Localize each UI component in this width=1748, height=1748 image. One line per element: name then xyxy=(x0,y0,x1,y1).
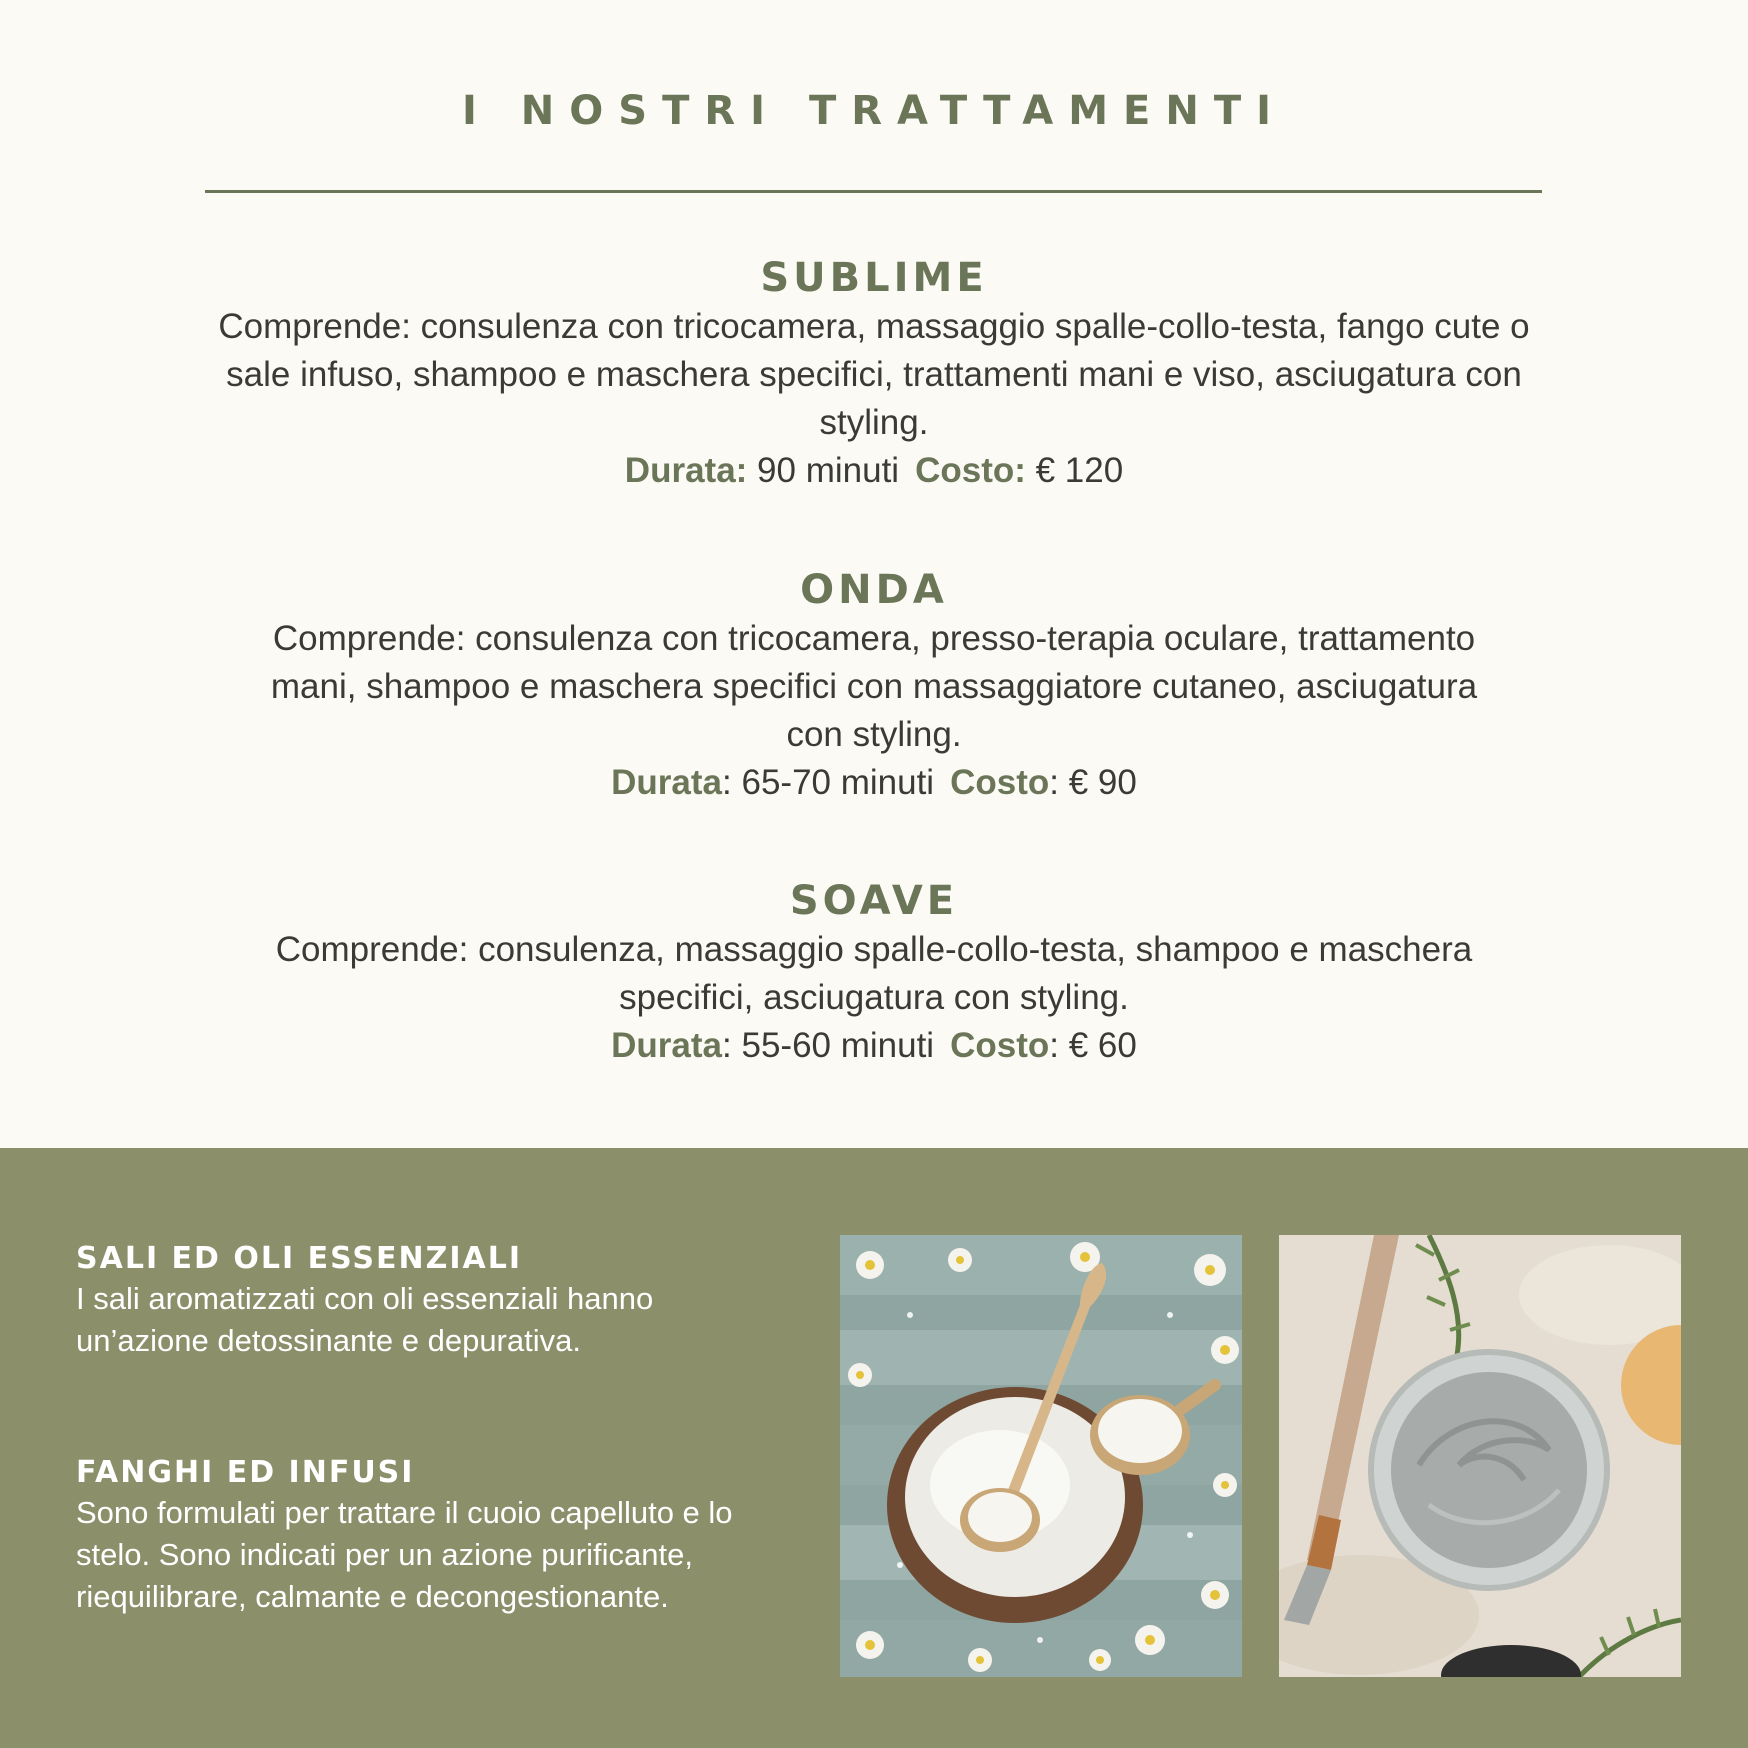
page-title: I NOSTRI TRATTAMENTI xyxy=(461,88,1287,134)
treatment-description: Comprende: consulenza con tricocamera, massaggio spalle-collo-testa, fango cute o sale infuso, shampoo e maschera specifici, trattamenti mani e viso, asciugatura con styling. xyxy=(218,307,1530,442)
clay-mask-photo xyxy=(1279,1235,1681,1677)
treatment-name: SOAVE xyxy=(789,878,959,924)
info-heading: FANGHI ED INFUSI xyxy=(76,1455,415,1490)
info-heading: SALI ED OLI ESSENZIALI xyxy=(76,1241,522,1276)
duration-value: 90 minuti xyxy=(747,451,900,490)
info-block-muds xyxy=(76,1454,756,1618)
cost-label: Costo xyxy=(950,1026,1050,1065)
duration-value: : 65-70 minuti xyxy=(722,763,935,802)
cost-label: Costo xyxy=(950,763,1050,802)
treatment-onda xyxy=(174,565,1574,807)
treatment-sublime xyxy=(174,253,1574,495)
cost-value: : € 90 xyxy=(1049,763,1137,802)
treatment-soave xyxy=(174,876,1574,1070)
treatment-name: SUBLIME xyxy=(760,255,988,301)
duration-label: Durata xyxy=(611,763,723,802)
info-text: Sono formulati per trattare il cuoio capelluto e lo stelo. Sono indicati per un azione purificante, riequilibrare, calmante e decongestionante. xyxy=(76,1495,733,1614)
treatment-meta xyxy=(174,759,1574,807)
title-divider xyxy=(205,190,1542,193)
salt-bowl-photo xyxy=(840,1235,1242,1677)
info-text: I sali aromatizzati con oli essenziali hanno un’azione detossinante e depurativa. xyxy=(76,1281,654,1358)
cost-label: Costo: xyxy=(915,451,1026,490)
duration-value: : 55-60 minuti xyxy=(722,1026,935,1065)
treatment-meta xyxy=(174,1022,1574,1070)
info-block-salts xyxy=(76,1240,756,1362)
treatment-description: Comprende: consulenza, massaggio spalle-collo-testa, shampoo e maschera specifici, asciugatura con styling. xyxy=(275,930,1473,1017)
treatment-name: ONDA xyxy=(800,567,948,613)
cost-value: : € 60 xyxy=(1049,1026,1137,1065)
treatment-description: Comprende: consulenza con tricocamera, presso-terapia oculare, trattamento mani, shampoo e maschera specifici con massaggiatore cutaneo, asciugatura con styling. xyxy=(270,619,1478,754)
duration-label: Durata xyxy=(611,1026,723,1065)
duration-label: Durata: xyxy=(624,451,748,490)
cost-value: € 120 xyxy=(1025,451,1124,490)
treatment-meta xyxy=(174,447,1574,495)
